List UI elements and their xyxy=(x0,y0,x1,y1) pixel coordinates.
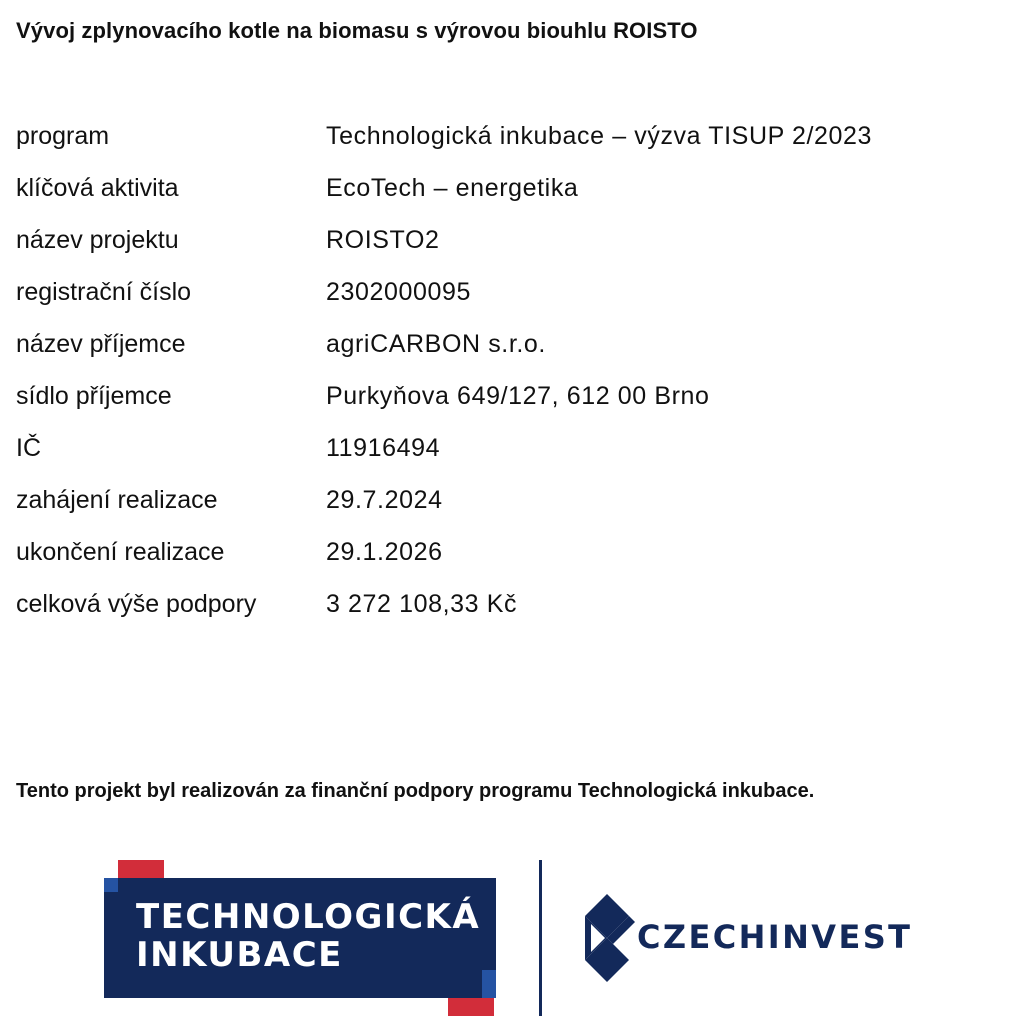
info-row-total-support xyxy=(16,586,976,638)
row-label: název projektu xyxy=(16,226,179,254)
info-row-registration-number xyxy=(16,274,976,326)
row-value: 29.7.2024 xyxy=(326,486,443,514)
row-value: Technologická inkubace – výzva TISUP 2/2023 xyxy=(326,122,873,150)
logo-accent-red-top xyxy=(118,860,164,878)
info-row-recipient-address xyxy=(16,378,976,430)
logo-divider xyxy=(539,860,542,1016)
project-info-table xyxy=(16,118,976,638)
info-row-key-activity xyxy=(16,170,976,222)
logo-line-1: TECHNOLOGICKÁ xyxy=(136,897,481,937)
info-row-project-name xyxy=(16,222,976,274)
row-value: ROISTO2 xyxy=(326,226,440,254)
row-label: název příjemce xyxy=(16,330,186,358)
technologicka-inkubace-logo xyxy=(102,860,496,1016)
row-label: zahájení realizace xyxy=(16,486,218,514)
info-row-start-date xyxy=(16,482,976,534)
logo-accent-blue-right xyxy=(482,970,496,998)
row-value: 29.1.2026 xyxy=(326,538,443,566)
logo-wordmark xyxy=(136,898,480,974)
row-label: sídlo příjemce xyxy=(16,382,172,410)
logo-accent-red-bottom xyxy=(448,998,494,1016)
czechinvest-mark-icon xyxy=(585,894,635,982)
info-row-program xyxy=(16,118,976,170)
row-value: 3 272 108,33 Kč xyxy=(326,590,518,618)
row-label: registrační číslo xyxy=(16,278,192,306)
page-title: Vývoj zplynovacího kotle na biomasu s výrovou biouhlu ROISTO xyxy=(16,18,698,43)
row-value: 2302000095 xyxy=(326,278,472,306)
info-row-end-date xyxy=(16,534,976,586)
logo-accent-blue-left xyxy=(104,878,118,892)
row-label: program xyxy=(16,122,110,150)
row-value: Purkyňova 649/127, 612 00 Brno xyxy=(326,382,710,410)
logo-line-2: INKUBACE xyxy=(136,935,343,975)
info-row-recipient-name xyxy=(16,326,976,378)
czechinvest-wordmark: CZECHINVEST xyxy=(637,918,913,956)
row-value: EcoTech – energetika xyxy=(326,174,579,202)
row-label: ukončení realizace xyxy=(16,538,225,566)
row-value: 11916494 xyxy=(326,434,441,462)
funding-statement: Tento projekt byl realizován za finanční podpory programu Technologická inkubace. xyxy=(16,780,815,802)
info-row-company-id xyxy=(16,430,976,482)
row-label: klíčová aktivita xyxy=(16,174,179,202)
row-label: celková výše podpory xyxy=(16,590,257,618)
czechinvest-logo xyxy=(585,894,925,984)
row-label: IČ xyxy=(16,434,41,462)
row-value: agriCARBON s.r.o. xyxy=(326,330,546,358)
